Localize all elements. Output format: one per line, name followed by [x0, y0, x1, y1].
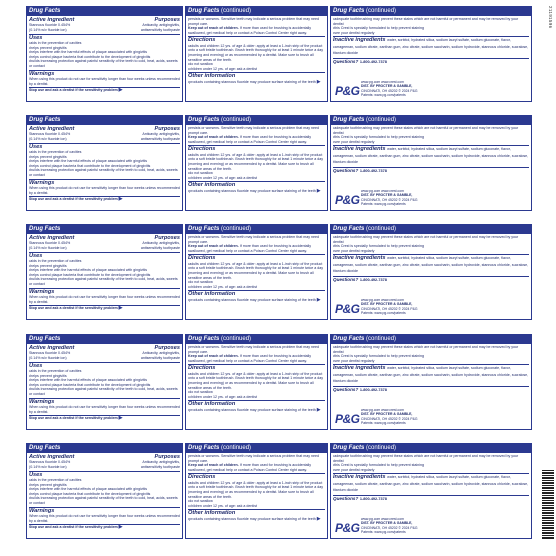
column-header: Drug Facts (continued): [186, 7, 327, 16]
drug-facts-column-1: Drug Facts Active ingredient Purposes Stannous fluoride 0.454% Anticavity, antigingivitis, (0.14% w/v fluoride ion) antisensitivity toothpaste Uses • aids in the prevention of cavities • helps prevent gingivitis • helps interfere with the harmful effects of plaque associated with gingivitis • helps control plaque bacteria that contribute to the development of gingivitis • builds increasing protection against painful sensitivity of the teeth to cold, heat, acids, sweets or contact Warnings When using this product do not use for sensitivity longer than four weeks unless recommended by a dentist. Stop use and ask a dentist if the sensitivity problem ▶: [26, 334, 183, 430]
column-header: Drug Facts (continued): [186, 335, 327, 344]
column-header: Drug Facts: [27, 335, 182, 344]
inactive-ingredients-heading: Inactive ingredients water, sorbitol, hydrated silica, sodium lauryl sulfate, sodium gluconate, flavor, carrageenan, sodium citrate, xanthan gum, zinc citrate, sodium saccharin, sodium hydroxide, stannous chloride, sucralose, titanium dioxide: [333, 474, 529, 493]
inactive-ingredients-heading: Inactive ingredients water, sorbitol, hydrated silica, sodium lauryl sulfate, sodium gluconate, flavor, carrageenan, sodium citrate, xanthan gum, zinc citrate, sodium saccharin, sodium hydroxide, stannous chloride, sucralose, titanium dioxide: [333, 255, 529, 274]
side-code: 21191596: [548, 6, 553, 29]
pg-logo: P&G: [335, 521, 360, 535]
warnings-heading: Warnings: [29, 70, 180, 77]
warnings-heading: Warnings: [29, 179, 180, 186]
inactive-ingredients-heading: Inactive ingredients water, sorbitol, hydrated silica, sodium lauryl sulfate, sodium gluconate, flavor, carrageenan, sodium citrate, xanthan gum, zinc citrate, sodium saccharin, sodium hydroxide, stannous chloride, sucralose, titanium dioxide: [333, 146, 529, 165]
uses-list: • aids in the prevention of cavities • helps prevent gingivitis • helps interfere with the harmful effects of plaque associated with gingivitis • helps control plaque bacteria that contribute to the development of gingivitis • builds increasing protection against painful sensitivity of the teeth to cold, heat, acids, sweets or contact: [29, 369, 180, 397]
continue-arrow-icon: ▶: [118, 415, 123, 422]
drug-facts-column-2: Drug Facts (continued) persists or worsens. Sensitive teeth may indicate a serious problem that may need prompt care. Keep out of reach of children. If more than used for brushing is accidentally swallowed, get medical help or contact a Poison Control Center right away. Directions • adults and children 12 yrs. of age & older: apply at least a 1-inch strip of the product onto a soft bristle toothbrush. Brush teeth thoroughly for at least 1 minute twice a day (morning and evening) or as recommended by a dentist. Make sure to brush all sensitive areas of the teeth. • do not swallow • children under 12 yrs. of age: ask a dentist Other information • products containing stannous fluoride may produce surface staining of the teeth ▶: [185, 224, 328, 320]
continue-arrow-icon: ▶: [118, 305, 123, 312]
column-header: Drug Facts (continued): [186, 116, 327, 125]
column-header: Drug Facts (continued): [186, 225, 327, 234]
continue-arrow-icon: ▶: [316, 187, 321, 194]
column-header: Drug Facts (continued): [331, 116, 531, 125]
uses-list: • aids in the prevention of cavities • helps prevent gingivitis • helps interfere with the harmful effects of plaque associated with gingivitis • helps control plaque bacteria that contribute to the development of gingivitis • builds increasing protection against painful sensitivity of the teeth to cold, heat, acids, sweets or contact: [29, 259, 180, 287]
questions-line: Questions? 1-800-492-7378: [333, 167, 529, 174]
other-information-heading: Other information: [188, 72, 325, 79]
active-ingredient-heading: Active ingredient Purposes: [29, 345, 180, 351]
pg-logo: P&G: [335, 302, 360, 316]
uses-heading: Uses: [29, 471, 180, 478]
column-header: Drug Facts (continued): [331, 225, 531, 234]
other-information-heading: Other information: [188, 290, 325, 297]
distributor-address: www.pg.com www.crest.com DIST. BY PROCTER & GAMBLE, CINCINNATI, OH 45202 © 2024 P&G Patents: www.pg.com/patents: [361, 298, 418, 315]
uses-heading: Uses: [29, 362, 180, 369]
warnings-heading: Warnings: [29, 507, 180, 514]
drug-facts-column-1: Drug Facts Active ingredient Purposes Stannous fluoride 0.454% Anticavity, antigingivitis, (0.14% w/v fluoride ion) antisensitivity toothpaste Uses • aids in the prevention of cavities • helps prevent gingivitis • helps interfere with the harmful effects of plaque associated with gingivitis • helps control plaque bacteria that contribute to the development of gingivitis • builds increasing protection against painful sensitivity of the teeth to cold, heat, acids, sweets or contact Warnings When using this product do not use for sensitivity longer than four weeks unless recommended by a dentist. Stop use and ask a dentist if the sensitivity problem ▶: [26, 443, 183, 539]
drug-facts-panel: [26, 224, 532, 320]
continue-arrow-icon: ▶: [316, 296, 321, 303]
active-ingredient-heading: Active ingredient Purposes: [29, 454, 180, 460]
questions-line: Questions? 1-800-492-7378: [333, 386, 529, 393]
inactive-ingredients-heading: Inactive ingredients water, sorbitol, hydrated silica, sodium lauryl sulfate, sodium gluconate, flavor, carrageenan, sodium citrate, xanthan gum, zinc citrate, sodium saccharin, sodium hydroxide, stannous chloride, sucralose, titanium dioxide: [333, 365, 529, 384]
directions-heading: Directions: [188, 36, 325, 43]
other-information-heading: Other information: [188, 509, 325, 516]
column-header: Drug Facts (continued): [186, 444, 327, 453]
column-header: Drug Facts: [27, 444, 182, 453]
drug-facts-column-2: Drug Facts (continued) persists or worsens. Sensitive teeth may indicate a serious problem that may need prompt care. Keep out of reach of children. If more than used for brushing is accidentally swallowed, get medical help or contact a Poison Control Center right away. Directions • adults and children 12 yrs. of age & older: apply at least a 1-inch strip of the product onto a soft bristle toothbrush. Brush teeth thoroughly for at least 1 minute twice a day (morning and evening) or as recommended by a dentist. Make sure to brush all sensitive areas of the teeth. • do not swallow • children under 12 yrs. of age: ask a dentist Other information • products containing stannous fluoride may produce surface staining of the teeth ▶: [185, 6, 328, 102]
active-ingredient-heading: Active ingredient Purposes: [29, 235, 180, 241]
drug-facts-column-1: Drug Facts Active ingredient Purposes Stannous fluoride 0.454% Anticavity, antigingivitis, (0.14% w/v fluoride ion) antisensitivity toothpaste Uses • aids in the prevention of cavities • helps prevent gingivitis • helps interfere with the harmful effects of plaque associated with gingivitis • helps control plaque bacteria that contribute to the development of gingivitis • builds increasing protection against painful sensitivity of the teeth to cold, heat, acids, sweets or contact Warnings When using this product do not use for sensitivity longer than four weeks unless recommended by a dentist. Stop use and ask a dentist if the sensitivity problem ▶: [26, 115, 183, 211]
directions-heading: Directions: [188, 473, 325, 480]
continue-arrow-icon: ▶: [316, 406, 321, 413]
uses-heading: Uses: [29, 34, 180, 41]
continue-arrow-icon: ▶: [316, 515, 321, 522]
drug-facts-column-3: Drug Facts (continued) • adequate toothbrushing may prevent these stains which are not harmful or permanent and may be removed by your dentist • this Crest is specially formulated to help prevent staining • see your dentist regularly Inactive ingredients water, sorbitol, hydrated silica, sodium lauryl sulfate, sodium gluconate, flavor, carrageenan, sodium citrate, xanthan gum, zinc citrate, sodium saccharin, sodium hydroxide, stannous chloride, sucralose, titanium dioxide Questions? 1-800-492-7378 P&G www.pg.com www.crest.com DIST. BY PROCTER & GAMBLE, CINCINNATI, OH 45202 © 2024 P&G Patents: www.pg.com/patents: [330, 115, 532, 211]
drug-facts-column-2: Drug Facts (continued) persists or worsens. Sensitive teeth may indicate a serious problem that may need prompt care. Keep out of reach of children. If more than used for brushing is accidentally swallowed, get medical help or contact a Poison Control Center right away. Directions • adults and children 12 yrs. of age & older: apply at least a 1-inch strip of the product onto a soft bristle toothbrush. Brush teeth thoroughly for at least 1 minute twice a day (morning and evening) or as recommended by a dentist. Make sure to brush all sensitive areas of the teeth. • do not swallow • children under 12 yrs. of age: ask a dentist Other information • products containing stannous fluoride may produce surface staining of the teeth ▶: [185, 334, 328, 430]
uses-heading: Uses: [29, 143, 180, 150]
drug-facts-column-1: Drug Facts Active ingredient Purposes Stannous fluoride 0.454% Anticavity, antigingivitis, (0.14% w/v fluoride ion) antisensitivity toothpaste Uses • aids in the prevention of cavities • helps prevent gingivitis • helps interfere with the harmful effects of plaque associated with gingivitis • helps control plaque bacteria that contribute to the development of gingivitis • builds increasing protection against painful sensitivity of the teeth to cold, heat, acids, sweets or contact Warnings When using this product do not use for sensitivity longer than four weeks unless recommended by a dentist. Stop use and ask a dentist if the sensitivity problem ▶: [26, 224, 183, 320]
active-ingredient-heading: Active ingredient Purposes: [29, 126, 180, 132]
drug-facts-column-2: Drug Facts (continued) persists or worsens. Sensitive teeth may indicate a serious problem that may need prompt care. Keep out of reach of children. If more than used for brushing is accidentally swallowed, get medical help or contact a Poison Control Center right away. Directions • adults and children 12 yrs. of age & older: apply at least a 1-inch strip of the product onto a soft bristle toothbrush. Brush teeth thoroughly for at least 1 minute twice a day (morning and evening) or as recommended by a dentist. Make sure to brush all sensitive areas of the teeth. • do not swallow • children under 12 yrs. of age: ask a dentist Other information • products containing stannous fluoride may produce surface staining of the teeth ▶: [185, 115, 328, 211]
column-header: Drug Facts: [27, 116, 182, 125]
pg-logo: P&G: [335, 412, 360, 426]
directions-heading: Directions: [188, 254, 325, 261]
drug-facts-column-1: Drug Facts Active ingredient Purposes Stannous fluoride 0.454% Anticavity, antigingivitis, (0.14% w/v fluoride ion) antisensitivity toothpaste Uses • aids in the prevention of cavities • helps prevent gingivitis • helps interfere with the harmful effects of plaque associated with gingivitis • helps control plaque bacteria that contribute to the development of gingivitis • builds increasing protection against painful sensitivity of the teeth to cold, heat, acids, sweets or contact Warnings When using this product do not use for sensitivity longer than four weeks unless recommended by a dentist. Stop use and ask a dentist if the sensitivity problem ▶: [26, 6, 183, 102]
uses-list: • aids in the prevention of cavities • helps prevent gingivitis • helps interfere with the harmful effects of plaque associated with gingivitis • helps control plaque bacteria that contribute to the development of gingivitis • builds increasing protection against painful sensitivity of the teeth to cold, heat, acids, sweets or contact: [29, 478, 180, 506]
distributor-address: www.pg.com www.crest.com DIST. BY PROCTER & GAMBLE, CINCINNATI, OH 45202 © 2024 P&G Patents: www.pg.com/patents: [361, 517, 418, 534]
uses-list: • aids in the prevention of cavities • helps prevent gingivitis • helps interfere with the harmful effects of plaque associated with gingivitis • helps control plaque bacteria that contribute to the development of gingivitis • builds increasing protection against painful sensitivity of the teeth to cold, heat, acids, sweets or contact: [29, 41, 180, 69]
barcode: [542, 470, 554, 540]
questions-line: Questions? 1-800-492-7378: [333, 495, 529, 502]
distributor-address: www.pg.com www.crest.com DIST. BY PROCTER & GAMBLE, CINCINNATI, OH 45202 © 2024 P&G Patents: www.pg.com/patents: [361, 189, 418, 206]
column-header: Drug Facts: [27, 225, 182, 234]
directions-heading: Directions: [188, 364, 325, 371]
warnings-heading: Warnings: [29, 398, 180, 405]
uses-list: • aids in the prevention of cavities • helps prevent gingivitis • helps interfere with the harmful effects of plaque associated with gingivitis • helps control plaque bacteria that contribute to the development of gingivitis • builds increasing protection against painful sensitivity of the teeth to cold, heat, acids, sweets or contact: [29, 150, 180, 178]
continue-arrow-icon: ▶: [118, 524, 123, 531]
warnings-heading: Warnings: [29, 288, 180, 295]
drug-facts-column-3: Drug Facts (continued) • adequate toothbrushing may prevent these stains which are not harmful or permanent and may be removed by your dentist • this Crest is specially formulated to help prevent staining • see your dentist regularly Inactive ingredients water, sorbitol, hydrated silica, sodium lauryl sulfate, sodium gluconate, flavor, carrageenan, sodium citrate, xanthan gum, zinc citrate, sodium saccharin, sodium hydroxide, stannous chloride, sucralose, titanium dioxide Questions? 1-800-492-7378 P&G www.pg.com www.crest.com DIST. BY PROCTER & GAMBLE, CINCINNATI, OH 45202 © 2024 P&G Patents: www.pg.com/patents: [330, 6, 532, 102]
other-information-heading: Other information: [188, 400, 325, 407]
continue-arrow-icon: ▶: [316, 78, 321, 85]
column-header: Drug Facts: [27, 7, 182, 16]
active-ingredient-heading: Active ingredient Purposes: [29, 17, 180, 23]
column-header: Drug Facts (continued): [331, 444, 531, 453]
questions-line: Questions? 1-800-492-7378: [333, 58, 529, 65]
drug-facts-panel: [26, 334, 532, 430]
inactive-ingredients-heading: Inactive ingredients water, sorbitol, hydrated silica, sodium lauryl sulfate, sodium gluconate, flavor, carrageenan, sodium citrate, xanthan gum, zinc citrate, sodium saccharin, sodium hydroxide, stannous chloride, sucralose, titanium dioxide: [333, 37, 529, 56]
column-header: Drug Facts (continued): [331, 335, 531, 344]
drug-facts-column-3: Drug Facts (continued) • adequate toothbrushing may prevent these stains which are not harmful or permanent and may be removed by your dentist • this Crest is specially formulated to help prevent staining • see your dentist regularly Inactive ingredients water, sorbitol, hydrated silica, sodium lauryl sulfate, sodium gluconate, flavor, carrageenan, sodium citrate, xanthan gum, zinc citrate, sodium saccharin, sodium hydroxide, stannous chloride, sucralose, titanium dioxide Questions? 1-800-492-7378 P&G www.pg.com www.crest.com DIST. BY PROCTER & GAMBLE, CINCINNATI, OH 45202 © 2024 P&G Patents: www.pg.com/patents: [330, 334, 532, 430]
column-header: Drug Facts (continued): [331, 7, 531, 16]
distributor-address: www.pg.com www.crest.com DIST. BY PROCTER & GAMBLE, CINCINNATI, OH 45202 © 2024 P&G Patents: www.pg.com/patents: [361, 408, 418, 425]
drug-facts-column-3: Drug Facts (continued) • adequate toothbrushing may prevent these stains which are not harmful or permanent and may be removed by your dentist • this Crest is specially formulated to help prevent staining • see your dentist regularly Inactive ingredients water, sorbitol, hydrated silica, sodium lauryl sulfate, sodium gluconate, flavor, carrageenan, sodium citrate, xanthan gum, zinc citrate, sodium saccharin, sodium hydroxide, stannous chloride, sucralose, titanium dioxide Questions? 1-800-492-7378 P&G www.pg.com www.crest.com DIST. BY PROCTER & GAMBLE, CINCINNATI, OH 45202 © 2024 P&G Patents: www.pg.com/patents: [330, 443, 532, 539]
continue-arrow-icon: ▶: [118, 87, 123, 94]
drug-facts-panel: [26, 443, 532, 539]
continue-arrow-icon: ▶: [118, 196, 123, 203]
drug-facts-column-3: Drug Facts (continued) • adequate toothbrushing may prevent these stains which are not harmful or permanent and may be removed by your dentist • this Crest is specially formulated to help prevent staining • see your dentist regularly Inactive ingredients water, sorbitol, hydrated silica, sodium lauryl sulfate, sodium gluconate, flavor, carrageenan, sodium citrate, xanthan gum, zinc citrate, sodium saccharin, sodium hydroxide, stannous chloride, sucralose, titanium dioxide Questions? 1-800-492-7378 P&G www.pg.com www.crest.com DIST. BY PROCTER & GAMBLE, CINCINNATI, OH 45202 © 2024 P&G Patents: www.pg.com/patents: [330, 224, 532, 320]
distributor-address: www.pg.com www.crest.com DIST. BY PROCTER & GAMBLE, CINCINNATI, OH 45202 © 2024 P&G Patents: www.pg.com/patents: [361, 80, 418, 97]
drug-facts-panel: [26, 6, 532, 102]
pg-logo: P&G: [335, 193, 360, 207]
directions-heading: Directions: [188, 145, 325, 152]
drug-facts-panel: [26, 115, 532, 211]
drug-facts-column-2: Drug Facts (continued) persists or worsens. Sensitive teeth may indicate a serious problem that may need prompt care. Keep out of reach of children. If more than used for brushing is accidentally swallowed, get medical help or contact a Poison Control Center right away. Directions • adults and children 12 yrs. of age & older: apply at least a 1-inch strip of the product onto a soft bristle toothbrush. Brush teeth thoroughly for at least 1 minute twice a day (morning and evening) or as recommended by a dentist. Make sure to brush all sensitive areas of the teeth. • do not swallow • children under 12 yrs. of age: ask a dentist Other information • products containing stannous fluoride may produce surface staining of the teeth ▶: [185, 443, 328, 539]
pg-logo: P&G: [335, 84, 360, 98]
other-information-heading: Other information: [188, 181, 325, 188]
questions-line: Questions? 1-800-492-7378: [333, 276, 529, 283]
uses-heading: Uses: [29, 252, 180, 259]
